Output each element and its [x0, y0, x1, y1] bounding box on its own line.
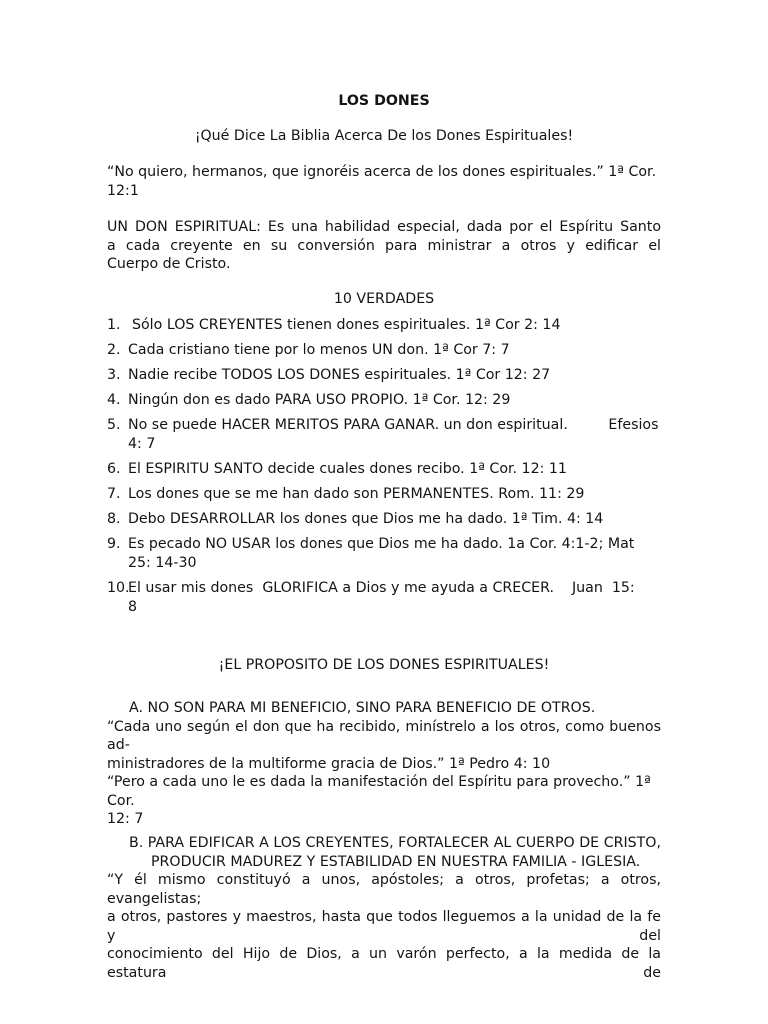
- definition-line: UN DON ESPIRITUAL: Es una habilidad especial, dada por el Espíritu Santo: [107, 219, 661, 235]
- list-item-text: El usar mis dones GLORIFICA a Dios y me ayuda a CRECER. Juan 15:: [128, 580, 635, 596]
- subtitle: ¡Qué Dice La Biblia Acerca De los Dones Espirituales!: [194, 128, 574, 144]
- definition-paragraph: [107, 218, 661, 274]
- list-item: [107, 416, 661, 460]
- list-item-number: 10.: [107, 580, 130, 596]
- list-item-text: Sólo LOS CREYENTES tienen dones espirituales. 1ª Cor 2: 14: [132, 317, 561, 333]
- verdades-heading: 10 VERDADES: [333, 291, 435, 307]
- verdades-list: [107, 316, 661, 623]
- list-item-text: Cada cristiano tiene por lo menos UN don. 1ª Cor 7: 7: [128, 342, 510, 358]
- intro-quote: [107, 163, 661, 200]
- definition-line: a cada creyente en su conversión para ministrar a otros y edificar el: [107, 237, 661, 254]
- list-item-number: 5.: [107, 417, 121, 433]
- point-a-quote-line: ministradores de la multiforme gracia de Dios.” 1ª Pedro 4: 10: [107, 755, 551, 772]
- list-item-text: No se puede HACER MERITOS PARA GANAR. un don espiritual. Efesios: [128, 417, 659, 433]
- list-item-number: 3.: [107, 367, 121, 383]
- point-b-section: [107, 834, 661, 982]
- page-title: LOS DONES: [338, 93, 430, 109]
- list-item-text: Nadie recibe TODOS LOS DONES espirituales. 1ª Cor 12: 27: [128, 367, 551, 383]
- list-item-number: 4.: [107, 392, 121, 408]
- list-item-number: 2.: [107, 342, 121, 358]
- point-a-quote-2-line: 12: 7: [107, 811, 144, 827]
- list-item: [107, 366, 661, 391]
- list-item-text: 25: 14-30: [128, 554, 197, 571]
- proposito-heading: ¡EL PROPOSITO DE LOS DONES ESPIRITUALES!: [218, 657, 550, 673]
- list-item-text: Los dones que se me han dado son PERMANENTES. Rom. 11: 29: [128, 486, 585, 502]
- point-b-quote-line: a otros, pastores y maestros, hasta que todos lleguemos a la unidad de la fe y del: [107, 909, 661, 944]
- intro-quote-line: “No quiero, hermanos, que ignoréis acerca de los dones espirituales.” 1ª Cor.: [107, 164, 657, 180]
- list-item: [107, 341, 661, 366]
- list-item-text: Debo DESARROLLAR los dones que Dios me ha dado. 1ª Tim. 4: 14: [128, 511, 604, 527]
- list-item-text: El ESPIRITU SANTO decide cuales dones recibo. 1ª Cor. 12: 11: [128, 461, 567, 477]
- list-item-text: Es pecado NO USAR los dones que Dios me ha dado. 1a Cor. 4:1-2; Mat: [128, 536, 635, 552]
- list-item: [107, 485, 661, 510]
- list-item: [107, 391, 661, 416]
- list-item-number: 9.: [107, 536, 121, 552]
- list-item-number: 1.: [107, 317, 121, 333]
- point-b-heading: B. PARA EDIFICAR A LOS CREYENTES, FORTALECER AL CUERPO DE CRISTO,: [129, 835, 661, 851]
- list-item-text: 4: 7: [128, 435, 156, 452]
- point-b-quote-line: “Y él mismo constituyó a unos, apóstoles; a otros, profetas; a otros, evangelistas;: [107, 872, 661, 907]
- list-item-text: 8: [128, 598, 138, 615]
- point-a-quote-2-line: “Pero a cada uno le es dada la manifestación del Espíritu para provecho.” 1ª Cor.: [107, 774, 651, 809]
- list-item-number: 6.: [107, 461, 121, 477]
- list-item: [107, 510, 661, 535]
- point-a-section: [107, 699, 661, 773]
- point-b-quote-line: conocimiento del Hijo de Dios, a un varón perfecto, a la medida de la estatura de: [107, 946, 661, 981]
- list-item-text: Ningún don es dado PARA USO PROPIO. 1ª Cor. 12: 29: [128, 392, 511, 408]
- point-b-heading: PRODUCIR MADUREZ Y ESTABILIDAD EN NUESTRA FAMILIA - IGLESIA.: [151, 853, 641, 870]
- list-item: [107, 535, 661, 579]
- intro-quote-line: 12:1: [107, 182, 139, 199]
- definition-line: Cuerpo de Cristo.: [107, 256, 231, 272]
- point-a-quote-2: [107, 773, 661, 829]
- list-item: [107, 460, 661, 485]
- list-item: [107, 316, 661, 341]
- point-a-quote-line: “Cada uno según el don que ha recibido, minístrelo a los otros, como buenos ad-: [107, 718, 661, 753]
- list-item: [107, 579, 661, 623]
- point-a-heading: A. NO SON PARA MI BENEFICIO, SINO PARA BENEFICIO DE OTROS.: [129, 700, 596, 716]
- list-item-number: 8.: [107, 511, 121, 527]
- list-item-number: 7.: [107, 486, 121, 502]
